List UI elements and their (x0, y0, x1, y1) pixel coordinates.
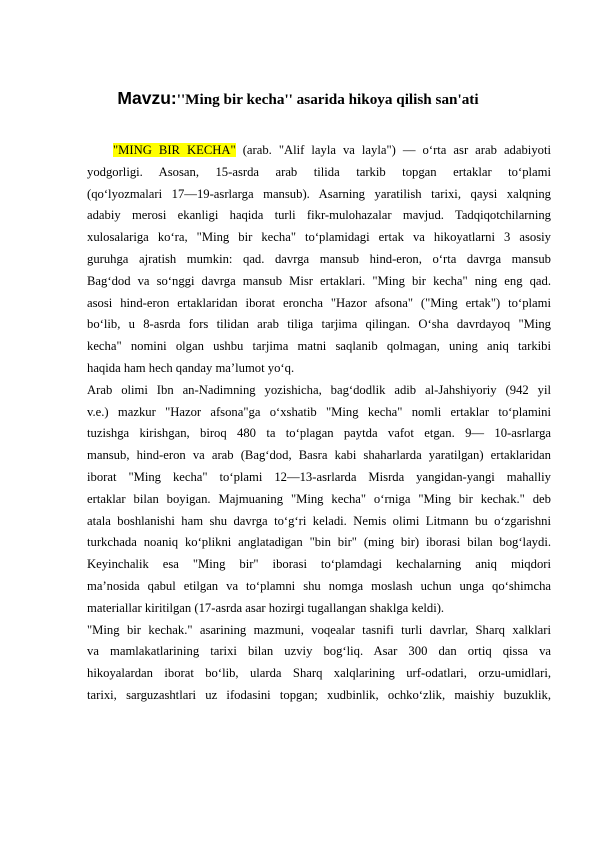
body-text (87, 140, 551, 707)
text-line: ma’nosida qabul etilgan va to‘plamni shu nomga moslash uchun unga qo‘shimcha (87, 578, 551, 593)
text-line: asosi hind-eron ertaklaridan iborat eroncha "Hazor afsona" ("Ming ertak") to‘plami (87, 295, 551, 310)
text-line: iborat "Ming kecha" to‘plami 12—13-asrlarda Misrda yangidan-yangi mahalliy (87, 469, 551, 484)
text-line: atala boshlanishi ham shu davrga to‘g‘ri keladi. Nemis olimi Litmann bu o‘zgarishni (87, 513, 551, 528)
text-line: adabiy merosi ekanligi haqida turli fikr-mulohazalar mavjud. Tadqiqotchilarning (87, 208, 551, 223)
text-line: yodgorligi. Asosan, 15-asrda arab tilida tarkib topgan ertaklar to‘plami (87, 164, 551, 179)
text-line: kecha" nomini olgan ushbu tarjima matni saqlanib qolmagan, uning aniq tarkibi (87, 339, 551, 354)
title-lead: Mavzu: (117, 88, 177, 108)
text-line: tuzishga kirishgan, biroq 480 ta to‘plagan paytda vafot etgan. 9— 10-asrlarga (87, 426, 551, 441)
page-title (0, 88, 596, 109)
text-line: va mamlakatlarining tarixi bilan uzviy bog‘liq. Asar 300 dan ortiq qissa va (87, 644, 551, 659)
text-line: v.e.) mazkur "Hazor afsona"ga o‘xshatib "Ming kecha" nomli ertaklar to‘plamini (87, 404, 551, 419)
text-line: Arab olimi Ibn an-Nadimning yozishicha, bag‘dodlik adib al-Jahshiyoriy (942 yil (87, 382, 551, 397)
text-line: "MING BIR KECHA" (arab. "Alif layla va layla") — o‘rta asr arab adabiyoti (113, 143, 551, 157)
text-line: tarixi, sarguzashtlari uz ifodasini topgan; xudbinlik, ochko‘zlik, maishiy buzuklik, (87, 687, 551, 702)
text-line: Bag‘dod va so‘nggi davrga mansub Misr ertaklari. "Ming bir kecha" ning eng qad. (87, 273, 551, 288)
text-line: (qo‘lyozmalari 17—19-asrlarga mansub). Asarning yaratilish tarixi, qaysi xalqning (87, 186, 551, 201)
text-line: haqida ham hech qanday ma’lumot yo‘q. (87, 360, 295, 375)
text-line: Keyinchalik esa "Ming bir" iborasi to‘plamdagi kechalarning aniq miqdori (87, 557, 551, 572)
text-line: mansub, hind-eron va arab (Bag‘dod, Basra kabi shaharlarda yaratilgan) ertaklaridan (87, 448, 551, 463)
text-line: ertaklar bilan boyigan. Majmuaning "Ming kecha" o‘rniga "Ming bir kechak." deb (87, 491, 551, 506)
highlighted-term: "MING BIR KECHA" (113, 143, 236, 157)
text-line: xulosalariga ko‘ra, "Ming bir kecha" to‘plamidagi ertak va hikoyatlarni 3 asosiy (87, 230, 551, 245)
text-line: "Ming bir kechak." asarining mazmuni, voqealar tasnifi turli davrlar, Sharq xalklari (87, 622, 551, 637)
title-text: ''Ming bir kecha'' asarida hikoya qilish san'ati (176, 91, 479, 108)
text-line: materiallar kiritilgan (17-asrda asar hozirgi tugallangan shaklga keldi). (87, 600, 445, 615)
text-line: hikoyalardan iborat bo‘lib, ularda Sharq xalqlarining urf-odatlari, orzu-umidlari, (87, 666, 551, 681)
text-line: guruhga ajratish mumkin: qad. davrga mansub hind-eron, o‘rta davrga mansub (87, 251, 551, 266)
text-line: bo‘lib, u 8-asrda fors tilidan arab tiliga tarjima qilingan. O‘sha davrdayoq "Ming (87, 317, 551, 332)
text-line: turkchada noaniq ko‘plikni anglatadigan "bin bir" (ming bir) iborasi bilan bog‘laydi. (87, 535, 551, 550)
